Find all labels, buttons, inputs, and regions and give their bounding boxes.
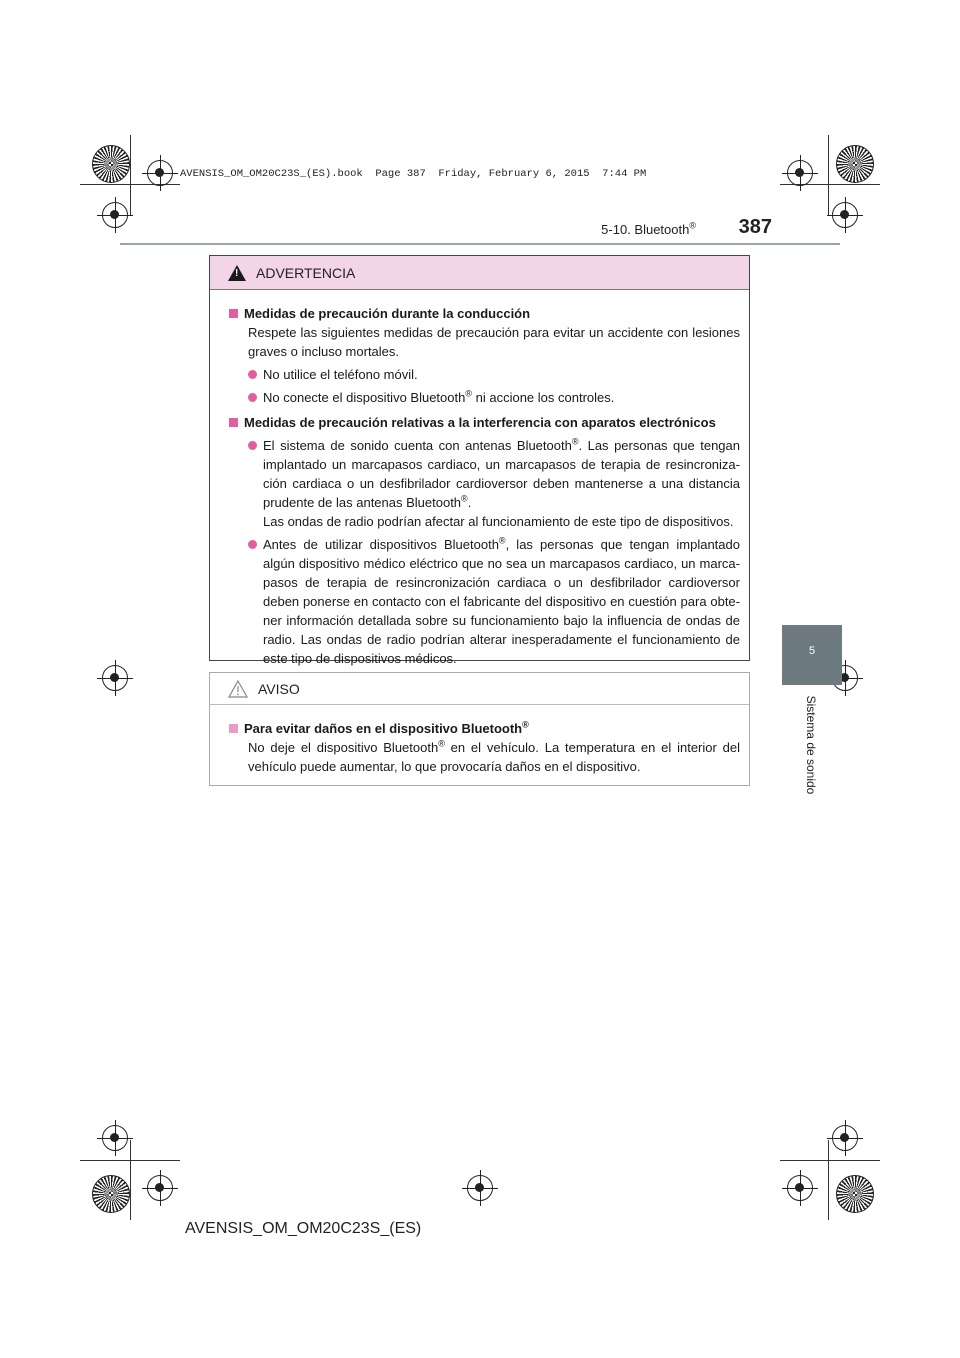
registration-crosshair-icon [102,1125,128,1151]
crop-mark [828,135,829,215]
round-bullet-icon [248,370,257,379]
list-item: No conecte el dispositivo Bluetooth® ni accione los controles. [248,388,740,407]
square-bullet-icon [229,309,238,318]
registration-crosshair-icon [102,665,128,691]
list-item: No utilice el teléfono móvil. [248,365,740,384]
section-title: 5-10. Bluetooth® [601,220,696,237]
notice-header [210,673,749,705]
notice-title: AVISO [258,680,300,697]
warning-triangle-icon [228,265,246,281]
warning-title: ADVERTENCIA [256,264,356,281]
registration-crosshair-icon [832,1125,858,1151]
registration-star-icon [836,145,874,183]
crop-mark [828,1140,829,1220]
square-bullet-icon [229,418,238,427]
page-number: 387 [738,216,772,238]
registration-crosshair-icon [467,1175,493,1201]
warning-box [209,255,750,666]
document-code: AVENSIS_OM_OM20C23S_(ES) [185,1220,422,1237]
crop-mark [130,1140,131,1220]
warning-section-heading: Medidas de precaución relativas a la interferencia con aparatos electrónicos [229,413,740,432]
crop-mark [780,1160,880,1161]
list-item: El sistema de sonido cuenta con antenas Bluetooth®. Las personas que tengan implantado un marcapasos cardiaco, un marcapasos de terapia de resincroniza-ción cardiaca o un desfibrilador cardioversor deben mantenerse a una distancia prudente de las antenas Bluetooth®. Las ondas de radio podrían afectar al funcionamiento de este tipo de dispositivos. [248,436,740,531]
registration-crosshair-icon [147,1175,173,1201]
registration-crosshair-icon [787,1175,813,1201]
notice-heading: Para evitar daños en el dispositivo Bluetooth® [229,719,740,738]
registration-star-icon [92,1175,130,1213]
crop-mark [80,1160,180,1161]
notice-text: No deje el dispositivo Bluetooth® en el vehículo. La temperatura en el interior del vehículo puede aumentar, lo que provocaría daños en el dispositivo. [248,738,740,774]
warning-section-heading: Medidas de precaución durante la conducción [229,304,740,323]
round-bullet-icon [248,393,257,402]
crop-mark [130,135,131,215]
round-bullet-icon [248,441,257,450]
square-bullet-icon [229,724,238,733]
chapter-label: Sistema de sonido [804,695,818,795]
registration-star-icon [836,1175,874,1213]
header-rule [120,243,840,245]
caution-triangle-icon [228,680,248,698]
round-bullet-icon [248,540,257,549]
registration-crosshair-icon [787,160,813,186]
chapter-tab: 5 [782,625,842,685]
list-item: Antes de utilizar dispositivos Bluetooth®, las personas que tengan implantado algún dispositivo médico eléctrico que no sea un marcapasos cardiaco, un marca-pasos de terapia de resincronización cardiaca o un desfibrilador cardioversor deben ponerse en contacto con el fabricante del dispositivo en cuestión para obte-ner información detallada sobre su funcionamiento bajo la influencia de ondas de radio. Las ondas de radio podrían alterar inesperadamente el funcionamiento de este tipo de dispositivos médicos. [248,535,740,668]
warning-header [210,256,749,290]
notice-box [209,672,750,786]
registration-star-icon [92,145,130,183]
warning-intro: Respete las siguientes medidas de precaución para evitar un accidente con lesiones graves o incluso mortales. [248,325,740,359]
registration-crosshair-icon [147,160,173,186]
registration-crosshair-icon [102,202,128,228]
book-info-line: AVENSIS_OM_OM20C23S_(ES).book Page 387 Friday, February 6, 2015 7:44 PM [180,168,647,180]
registration-crosshair-icon [832,202,858,228]
